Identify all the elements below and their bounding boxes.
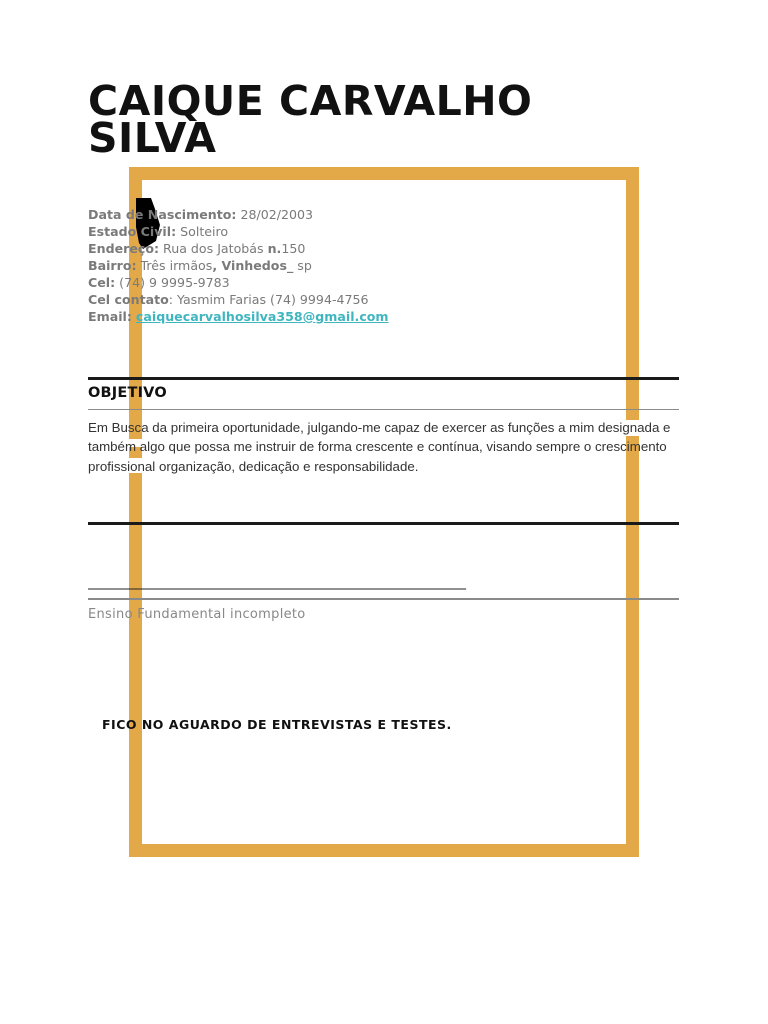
objective-text: Em Busca da primeira oportunidade, julgando-me capaz de exercer as funções a mim designada e também algo que possa me instruir de forma crescente e contínua, visando sempre o crescimento profissional organização, dedicação e responsabilidade. — [88, 420, 671, 474]
heading-underline — [88, 409, 679, 410]
name-line-2: SILVA — [88, 114, 217, 162]
district-value: Três irmãos — [140, 258, 213, 273]
civil-row — [88, 223, 648, 240]
address-label: Endereço: — [88, 241, 160, 256]
cel-label: Cel: — [88, 275, 116, 290]
state-value: sp — [297, 258, 312, 273]
birth-value: 28/02/2003 — [240, 207, 314, 222]
email-row — [88, 308, 648, 325]
civil-value: Solteiro — [180, 224, 229, 239]
name-line-1: CAIQUE CARVALHO — [88, 77, 533, 125]
birth-label: Data de Nascimento: — [88, 207, 237, 222]
education-rule — [88, 598, 679, 600]
address-row — [88, 240, 648, 257]
contact-row — [88, 291, 648, 308]
city-value: , Vinhedos_ — [212, 258, 294, 273]
address-number-label: n. — [267, 241, 282, 256]
section-rule — [88, 377, 679, 380]
section-rule — [88, 522, 679, 525]
closing-statement: FICO NO AGUARDO DE ENTREVISTAS E TESTES. — [102, 717, 452, 732]
email-label: Email: — [88, 309, 132, 324]
birth-row — [88, 206, 648, 223]
address-number-value: 150 — [281, 241, 306, 256]
district-label: Bairro: — [88, 258, 137, 273]
education-separator: ______________________________________________________ — [88, 574, 466, 590]
contact-label: Cel contato — [88, 292, 169, 307]
email-link[interactable]: caiquecarvalhosilva358@gmail.com — [135, 309, 389, 324]
district-row — [88, 257, 648, 274]
education-level: Ensino Fundamental incompleto — [88, 607, 306, 622]
contact-value: : Yasmim Farias (74) 9994-4756 — [168, 292, 369, 307]
cel-value: (74) 9 9995-9783 — [119, 275, 230, 290]
address-value: Rua dos Jatobás — [163, 241, 264, 256]
personal-info — [88, 206, 648, 325]
objective-heading: OBJETIVO — [88, 385, 167, 401]
candidate-name — [88, 77, 688, 162]
civil-label: Estado Civil: — [88, 224, 177, 239]
cel-row — [88, 274, 648, 291]
